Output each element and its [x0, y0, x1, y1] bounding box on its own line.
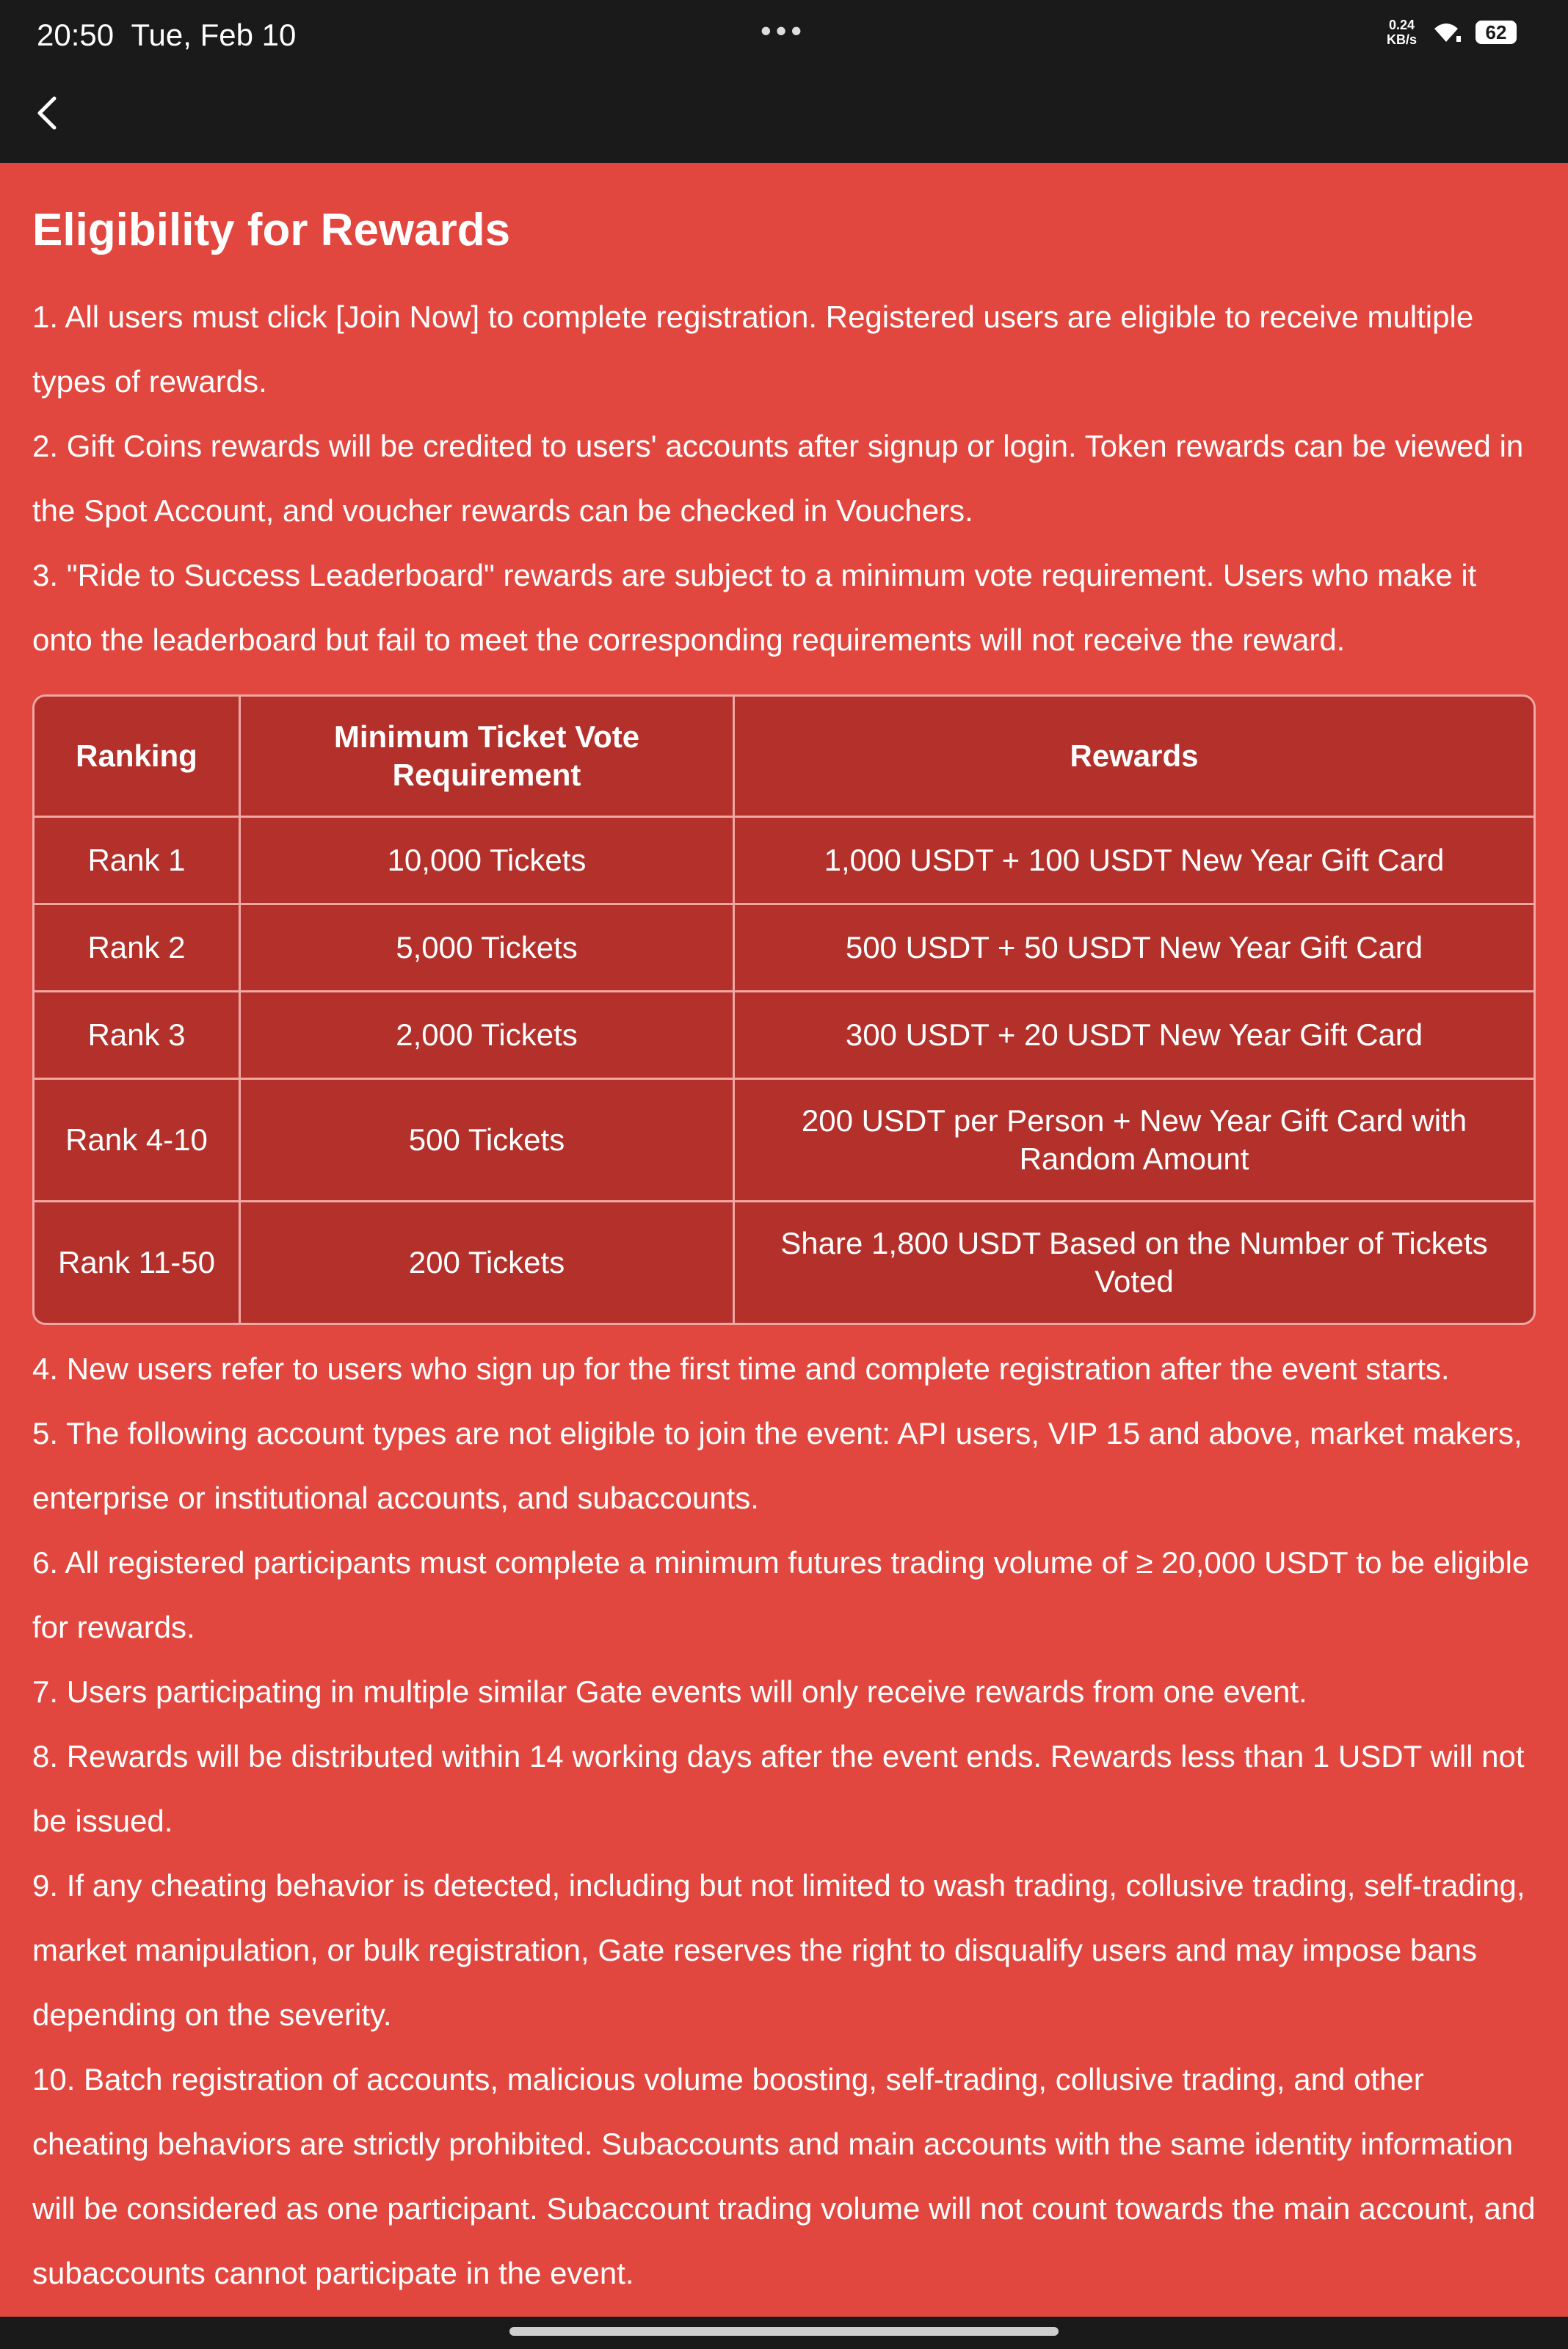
status-bar	[0, 0, 1568, 73]
rule-10: 10. Batch registration of accounts, malicious volume boosting, self-trading, collusive trading, and other cheating behaviors are strictly prohibited. Subaccounts and main accounts with the same identity information will be considered as one participant. Subaccount trading volume will not count towards the main account, and subaccounts cannot participate in the event.	[32, 2062, 1536, 2290]
home-indicator[interactable]	[509, 2327, 1059, 2336]
rule-7: 7. Users participating in multiple similar Gate events will only receive rewards from one event.	[32, 1674, 1307, 1709]
min-votes-cell: 5,000 Tickets	[241, 905, 735, 992]
status-indicators	[1387, 18, 1517, 47]
rule-6: 6. All registered participants must complete a minimum futures trading volume of ≥ 20,000 USDT to be eligible for rewards.	[32, 1545, 1530, 1644]
min-votes-cell: 500 Tickets	[241, 1080, 735, 1202]
rank-cell: Rank 3	[35, 992, 241, 1080]
reward-cell: 200 USDT per Person + New Year Gift Card with Random Amount	[735, 1080, 1533, 1202]
rule-3: 3. "Ride to Success Leaderboard" rewards are subject to a minimum vote requirement. Users who make it onto the leaderboard but fail to meet the corresponding requirements will not receive the reward.	[32, 558, 1477, 657]
page-title: Eligibility for Rewards	[32, 205, 511, 255]
wifi-icon	[1430, 20, 1462, 45]
battery-icon	[1476, 21, 1517, 44]
rule-2: 2. Gift Coins rewards will be credited to users' accounts after signup or login. Token rewards can be viewed in the Spot Account, and voucher rewards can be checked in Vouchers.	[32, 429, 1524, 528]
min-votes-cell: 10,000 Tickets	[241, 818, 735, 905]
rank-cell: Rank 1	[35, 818, 241, 905]
rule-1: 1. All users must click [Join Now] to complete registration. Registered users are eligible to receive multiple types of rewards.	[32, 299, 1474, 399]
table-row	[35, 1202, 1533, 1323]
reward-cell: Share 1,800 USDT Based on the Number of Tickets Voted	[780, 1226, 1488, 1299]
reward-cell: 1,000 USDT + 100 USDT New Year Gift Card	[735, 818, 1533, 905]
navigation-bar	[0, 73, 1568, 163]
more-dots-icon: •••	[761, 13, 807, 48]
min-votes-cell: 200 Tickets	[241, 1202, 735, 1323]
rule-9: 9. If any cheating behavior is detected, including but not limited to wash trading, collusive trading, self-trading, market manipulation, or bulk registration, Gate reserves the right to disqualify users and may impose bans depending on the severity.	[32, 1868, 1525, 2032]
bottom-navigation-bar	[0, 2317, 1568, 2349]
rank-cell: Rank 11-50	[35, 1202, 241, 1323]
header-ranking: Ranking	[35, 697, 241, 818]
back-button[interactable]	[22, 88, 73, 139]
rule-5: 5. The following account types are not eligible to join the event: API users, VIP 15 and above, market makers, enterprise or institutional accounts, and subaccounts.	[32, 1416, 1522, 1515]
rule-4: 4. New users refer to users who sign up for the first time and complete registration after the event starts.	[32, 1351, 1450, 1386]
battery-level: 62	[1485, 21, 1507, 43]
table-header-row	[35, 697, 1533, 818]
rules-content	[0, 163, 1568, 2317]
table-row	[35, 905, 1533, 992]
clock-date: Tue, Feb 10	[131, 18, 297, 52]
clock-time: 20:50	[37, 18, 115, 52]
rank-cell: Rank 2	[35, 905, 241, 992]
chevron-left-icon	[22, 88, 73, 139]
header-minimum-votes: Minimum Ticket Vote Requirement	[241, 697, 735, 818]
rank-cell: Rank 4-10	[35, 1080, 241, 1202]
status-time	[37, 18, 296, 53]
reward-cell: 300 USDT + 20 USDT New Year Gift Card	[735, 992, 1533, 1080]
network-speed-value: 0.24	[1388, 18, 1415, 32]
network-speed	[1387, 18, 1417, 47]
network-speed-unit: KB/s	[1386, 32, 1417, 47]
reward-cell: 500 USDT + 50 USDT New Year Gift Card	[735, 905, 1533, 992]
min-votes-cell: 2,000 Tickets	[241, 992, 735, 1080]
rewards-table	[32, 694, 1536, 1325]
header-rewards: Rewards	[735, 697, 1533, 818]
table-row	[35, 1080, 1533, 1202]
table-row	[35, 992, 1533, 1080]
rule-8: 8. Rewards will be distributed within 14 working days after the event ends. Rewards less than 1 USDT will not be issued.	[32, 1739, 1525, 1838]
table-row	[35, 818, 1533, 905]
